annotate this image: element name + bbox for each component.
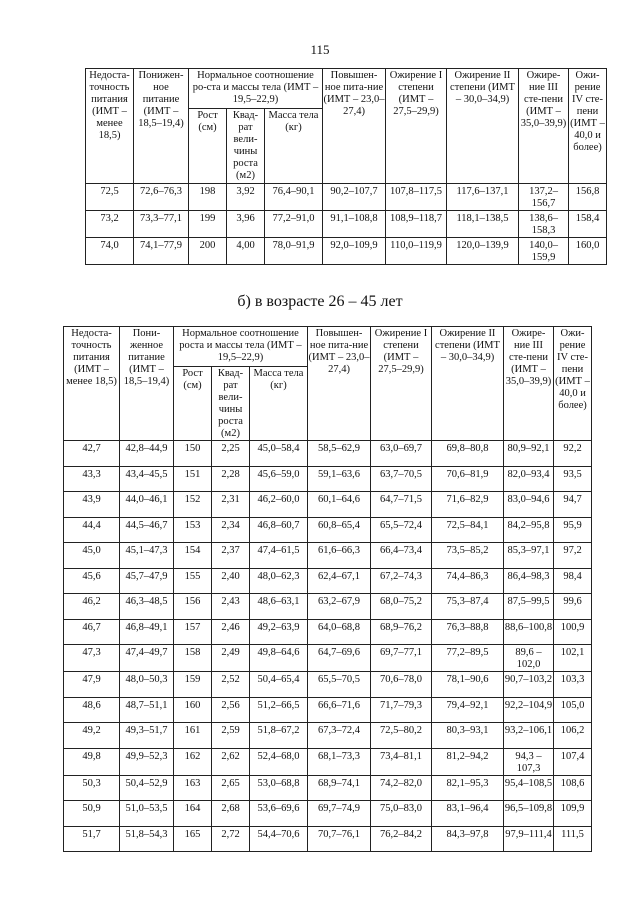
cell-height-squared: 2,37 <box>212 543 250 569</box>
cell-obesity-1: 76,2–84,2 <box>371 826 432 852</box>
cell-height: 156 <box>174 594 212 620</box>
page-number: 115 <box>310 42 330 57</box>
cell-mass-range: 45,6–59,0 <box>250 466 308 492</box>
cell-undernutrition: 43,9 <box>64 492 120 518</box>
cell-height-squared: 2,62 <box>212 748 250 775</box>
cell-reduced: 45,1–47,3 <box>120 543 174 569</box>
cell-increased: 68,1–73,3 <box>308 748 371 775</box>
cell-obesity-2: 71,6–82,9 <box>432 492 504 518</box>
cell-height-squared: 2,65 <box>212 775 250 801</box>
cell-mass-range: 48,6–63,1 <box>250 594 308 620</box>
cell-height-squared: 4,00 <box>227 238 265 265</box>
cell-height-squared: 2,40 <box>212 568 250 594</box>
cell-undernutrition: 49,2 <box>64 723 120 749</box>
cell-obesity-3: 93,2–106,1 <box>504 723 554 749</box>
cell-increased: 60,1–64,6 <box>308 492 371 518</box>
cell-obesity-4: 99,6 <box>554 594 592 620</box>
cell-obesity-4: 105,0 <box>554 697 592 723</box>
cell-obesity-3: 82,0–93,4 <box>504 466 554 492</box>
cell-reduced: 50,4–52,9 <box>120 775 174 801</box>
header-increased-nutrition: Повышен-ное пита-ние (ИМТ – 23,0–27,4) <box>308 327 371 441</box>
cell-obesity-4: 92,2 <box>554 441 592 467</box>
cell-obesity-1: 75,0–83,0 <box>371 801 432 827</box>
cell-obesity-2: 82,1–95,3 <box>432 775 504 801</box>
cell-obesity-4: 100,9 <box>554 619 592 645</box>
cell-obesity-4: 111,5 <box>554 826 592 852</box>
table-row <box>64 672 592 698</box>
cell-obesity-2: 73,5–85,2 <box>432 543 504 569</box>
cell-mass-range: 76,4–90,1 <box>265 184 323 211</box>
header-obesity-3: Ожире-ние III сте-пени (ИМТ – 35,0–39,9) <box>504 327 554 441</box>
table-row <box>86 184 607 211</box>
cell-obesity-1: 67,2–74,3 <box>371 568 432 594</box>
cell-increased: 59,1–63,6 <box>308 466 371 492</box>
table-row <box>64 697 592 723</box>
header-obesity-3: Ожире-ние III сте-пени (ИМТ – 35,0–39,9) <box>519 69 569 184</box>
header-normal-ratio: Нормальное соотношение роста и массы тела (ИМТ – 19,5–22,9) <box>174 327 308 367</box>
cell-height-squared: 2,43 <box>212 594 250 620</box>
cell-obesity-1: 70,6–78,0 <box>371 672 432 698</box>
cell-height: 162 <box>174 748 212 775</box>
cell-obesity-1: 72,5–80,2 <box>371 723 432 749</box>
cell-height: 164 <box>174 801 212 827</box>
cell-obesity-2: 79,4–92,1 <box>432 697 504 723</box>
cell-obesity-4: 98,4 <box>554 568 592 594</box>
cell-reduced: 73,3–77,1 <box>134 211 189 238</box>
cell-mass-range: 53,0–68,8 <box>250 775 308 801</box>
cell-obesity-2: 70,6–81,9 <box>432 466 504 492</box>
cell-mass-range: 54,4–70,6 <box>250 826 308 852</box>
cell-increased: 92,0–109,9 <box>323 238 386 265</box>
header-obesity-4: Ожи-рение IV сте-пени (ИМТ – 40,0 и более) <box>569 69 607 184</box>
cell-undernutrition: 42,7 <box>64 441 120 467</box>
cell-increased: 64,7–69,6 <box>308 645 371 672</box>
cell-height: 159 <box>174 672 212 698</box>
cell-mass-range: 48,0–62,3 <box>250 568 308 594</box>
cell-increased: 65,5–70,5 <box>308 672 371 698</box>
cell-reduced: 48,0–50,3 <box>120 672 174 698</box>
cell-increased: 62,4–67,1 <box>308 568 371 594</box>
cell-reduced: 51,8–54,3 <box>120 826 174 852</box>
header-height: Рост (см) <box>189 109 227 184</box>
table-row <box>86 238 607 265</box>
cell-increased: 70,7–76,1 <box>308 826 371 852</box>
cell-mass-range: 49,2–63,9 <box>250 619 308 645</box>
cell-obesity-3: 138,6–158,3 <box>519 211 569 238</box>
cell-obesity-1: 69,7–77,1 <box>371 645 432 672</box>
cell-undernutrition: 43,3 <box>64 466 120 492</box>
table-row <box>64 441 592 467</box>
header-obesity-2: Ожирение II степени (ИМТ – 30,0–34,9) <box>432 327 504 441</box>
cell-obesity-2: 83,1–96,4 <box>432 801 504 827</box>
cell-increased: 60,8–65,4 <box>308 517 371 543</box>
cell-reduced: 42,8–44,9 <box>120 441 174 467</box>
cell-obesity-4: 106,2 <box>554 723 592 749</box>
cell-obesity-3: 89,6 –102,0 <box>504 645 554 672</box>
cell-reduced: 51,0–53,5 <box>120 801 174 827</box>
cell-obesity-1: 73,4–81,1 <box>371 748 432 775</box>
cell-height-squared: 2,56 <box>212 697 250 723</box>
cell-obesity-2: 72,5–84,1 <box>432 517 504 543</box>
header-obesity-1: Ожирение I степени (ИМТ – 27,5–29,9) <box>386 69 447 184</box>
cell-increased: 64,0–68,8 <box>308 619 371 645</box>
cell-obesity-4: 108,6 <box>554 775 592 801</box>
cell-reduced: 72,6–76,3 <box>134 184 189 211</box>
cell-reduced: 49,9–52,3 <box>120 748 174 775</box>
cell-obesity-4: 158,4 <box>569 211 607 238</box>
cell-height: 151 <box>174 466 212 492</box>
cell-reduced: 44,0–46,1 <box>120 492 174 518</box>
cell-height: 150 <box>174 441 212 467</box>
cell-obesity-4: 93,5 <box>554 466 592 492</box>
cell-obesity-4: 94,7 <box>554 492 592 518</box>
cell-obesity-1: 74,2–82,0 <box>371 775 432 801</box>
cell-obesity-1: 71,7–79,3 <box>371 697 432 723</box>
cell-reduced: 46,8–49,1 <box>120 619 174 645</box>
cell-undernutrition: 46,2 <box>64 594 120 620</box>
cell-obesity-2: 74,4–86,3 <box>432 568 504 594</box>
cell-reduced: 48,7–51,1 <box>120 697 174 723</box>
cell-undernutrition: 47,3 <box>64 645 120 672</box>
cell-obesity-2: 76,3–88,8 <box>432 619 504 645</box>
table-row <box>64 748 592 775</box>
table-row <box>64 619 592 645</box>
cell-undernutrition: 73,2 <box>86 211 134 238</box>
table-row <box>64 517 592 543</box>
header-body-mass: Масса тела (кг) <box>250 367 308 441</box>
table-row <box>64 543 592 569</box>
header-height: Рост (см) <box>174 367 212 441</box>
cell-mass-range: 51,2–66,5 <box>250 697 308 723</box>
cell-increased: 69,7–74,9 <box>308 801 371 827</box>
section-subtitle: б) в возрасте 26 – 45 лет <box>237 293 403 310</box>
cell-height-squared: 2,59 <box>212 723 250 749</box>
cell-height: 200 <box>189 238 227 265</box>
cell-undernutrition: 51,7 <box>64 826 120 852</box>
cell-height-squared: 2,28 <box>212 466 250 492</box>
cell-height-squared: 2,25 <box>212 441 250 467</box>
cell-obesity-2: 120,0–139,9 <box>447 238 519 265</box>
cell-obesity-4: 95,9 <box>554 517 592 543</box>
cell-increased: 67,3–72,4 <box>308 723 371 749</box>
cell-undernutrition: 44,4 <box>64 517 120 543</box>
cell-reduced: 74,1–77,9 <box>134 238 189 265</box>
cell-mass-range: 47,4–61,5 <box>250 543 308 569</box>
cell-undernutrition: 47,9 <box>64 672 120 698</box>
cell-height-squared: 2,52 <box>212 672 250 698</box>
cell-height: 155 <box>174 568 212 594</box>
cell-obesity-4: 160,0 <box>569 238 607 265</box>
cell-height: 157 <box>174 619 212 645</box>
cell-obesity-3: 97,9–111,4 <box>504 826 554 852</box>
cell-mass-range: 49,8–64,6 <box>250 645 308 672</box>
cell-obesity-2: 75,3–87,4 <box>432 594 504 620</box>
cell-obesity-1: 65,5–72,4 <box>371 517 432 543</box>
cell-obesity-2: 118,1–138,5 <box>447 211 519 238</box>
cell-increased: 91,1–108,8 <box>323 211 386 238</box>
table-row <box>64 775 592 801</box>
table-row <box>64 492 592 518</box>
cell-obesity-1: 63,7–70,5 <box>371 466 432 492</box>
cell-obesity-3: 90,7–103,2 <box>504 672 554 698</box>
cell-obesity-4: 109,9 <box>554 801 592 827</box>
cell-undernutrition: 45,0 <box>64 543 120 569</box>
cell-increased: 61,6–66,3 <box>308 543 371 569</box>
cell-obesity-3: 92,2–104,9 <box>504 697 554 723</box>
cell-undernutrition: 48,6 <box>64 697 120 723</box>
table-row <box>86 211 607 238</box>
header-height-squared: Квад-рат вели-чины роста (м2) <box>227 109 265 184</box>
table-row <box>64 645 592 672</box>
cell-obesity-2: 69,8–80,8 <box>432 441 504 467</box>
cell-obesity-1: 64,7–71,5 <box>371 492 432 518</box>
cell-height-squared: 3,92 <box>227 184 265 211</box>
header-obesity-4: Ожи-рение IV сте-пени (ИМТ – 40,0 и более) <box>554 327 592 441</box>
cell-reduced: 47,4–49,7 <box>120 645 174 672</box>
cell-reduced: 43,4–45,5 <box>120 466 174 492</box>
cell-obesity-3: 95,4–108,5 <box>504 775 554 801</box>
cell-increased: 63,2–67,9 <box>308 594 371 620</box>
cell-height: 154 <box>174 543 212 569</box>
cell-obesity-3: 84,2–95,8 <box>504 517 554 543</box>
cell-reduced: 46,3–48,5 <box>120 594 174 620</box>
cell-obesity-3: 137,2–156,7 <box>519 184 569 211</box>
cell-reduced: 44,5–46,7 <box>120 517 174 543</box>
cell-obesity-4: 97,2 <box>554 543 592 569</box>
cell-height: 163 <box>174 775 212 801</box>
cell-height: 199 <box>189 211 227 238</box>
cell-height-squared: 2,72 <box>212 826 250 852</box>
cell-height-squared: 2,46 <box>212 619 250 645</box>
cell-height: 198 <box>189 184 227 211</box>
cell-obesity-2: 81,2–94,2 <box>432 748 504 775</box>
cell-undernutrition: 45,6 <box>64 568 120 594</box>
cell-obesity-2: 84,3–97,8 <box>432 826 504 852</box>
header-body-mass: Масса тела (кг) <box>265 109 323 184</box>
cell-increased: 68,9–74,1 <box>308 775 371 801</box>
cell-obesity-3: 96,5–109,8 <box>504 801 554 827</box>
cell-undernutrition: 50,3 <box>64 775 120 801</box>
cell-height-squared: 3,96 <box>227 211 265 238</box>
cell-undernutrition: 49,8 <box>64 748 120 775</box>
cell-increased: 58,5–62,9 <box>308 441 371 467</box>
table-row <box>64 568 592 594</box>
cell-mass-range: 46,8–60,7 <box>250 517 308 543</box>
cell-undernutrition: 72,5 <box>86 184 134 211</box>
table-row <box>64 466 592 492</box>
cell-mass-range: 45,0–58,4 <box>250 441 308 467</box>
cell-mass-range: 77,2–91,0 <box>265 211 323 238</box>
cell-undernutrition: 74,0 <box>86 238 134 265</box>
cell-mass-range: 78,0–91,9 <box>265 238 323 265</box>
cell-obesity-4: 103,3 <box>554 672 592 698</box>
cell-height: 152 <box>174 492 212 518</box>
cell-height: 161 <box>174 723 212 749</box>
table-row <box>64 826 592 852</box>
table-row <box>64 594 592 620</box>
cell-reduced: 45,7–47,9 <box>120 568 174 594</box>
cell-obesity-3: 80,9–92,1 <box>504 441 554 467</box>
cell-obesity-2: 77,2–89,5 <box>432 645 504 672</box>
cell-height: 165 <box>174 826 212 852</box>
cell-obesity-1: 68,0–75,2 <box>371 594 432 620</box>
cell-mass-range: 52,4–68,0 <box>250 748 308 775</box>
cell-obesity-2: 117,6–137,1 <box>447 184 519 211</box>
cell-obesity-3: 86,4–98,3 <box>504 568 554 594</box>
table-row <box>64 723 592 749</box>
cell-height-squared: 2,31 <box>212 492 250 518</box>
table-row <box>64 801 592 827</box>
cell-increased: 90,2–107,7 <box>323 184 386 211</box>
bmi-table-1 <box>85 68 607 265</box>
cell-obesity-3: 94,3 –107,3 <box>504 748 554 775</box>
cell-mass-range: 50,4–65,4 <box>250 672 308 698</box>
cell-obesity-2: 78,1–90,6 <box>432 672 504 698</box>
header-undernutrition: Недоста-точность питания (ИМТ – менее 18,5) <box>64 327 120 441</box>
header-undernutrition: Недоста-точность питания (ИМТ – менее 18,5) <box>86 69 134 184</box>
cell-obesity-1: 107,8–117,5 <box>386 184 447 211</box>
cell-obesity-2: 80,3–93,1 <box>432 723 504 749</box>
cell-obesity-1: 68,9–76,2 <box>371 619 432 645</box>
cell-increased: 66,6–71,6 <box>308 697 371 723</box>
cell-obesity-3: 88,6–100,8 <box>504 619 554 645</box>
header-increased-nutrition: Повышен-ное пита-ние (ИМТ – 23,0–27,4) <box>323 69 386 184</box>
cell-mass-range: 46,2–60,0 <box>250 492 308 518</box>
cell-height-squared: 2,34 <box>212 517 250 543</box>
cell-mass-range: 53,6–69,6 <box>250 801 308 827</box>
bmi-table-2 <box>63 326 592 852</box>
cell-height: 158 <box>174 645 212 672</box>
header-normal-ratio: Нормальное соотношение ро-ста и массы тела (ИМТ – 19,5–22,9) <box>189 69 323 109</box>
cell-obesity-3: 140,0–159,9 <box>519 238 569 265</box>
cell-obesity-4: 102,1 <box>554 645 592 672</box>
cell-obesity-3: 83,0–94,6 <box>504 492 554 518</box>
cell-height: 160 <box>174 697 212 723</box>
cell-height-squared: 2,49 <box>212 645 250 672</box>
cell-obesity-3: 85,3–97,1 <box>504 543 554 569</box>
cell-obesity-4: 107,4 <box>554 748 592 775</box>
cell-obesity-1: 108,9–118,7 <box>386 211 447 238</box>
cell-obesity-4: 156,8 <box>569 184 607 211</box>
cell-undernutrition: 50,9 <box>64 801 120 827</box>
header-obesity-2: Ожирение II степени (ИМТ – 30,0–34,9) <box>447 69 519 184</box>
header-reduced-nutrition: Понижен-ное питание (ИМТ – 18,5–19,4) <box>134 69 189 184</box>
header-reduced-nutrition: Пони-женное питание (ИМТ – 18,5–19,4) <box>120 327 174 441</box>
header-height-squared: Квад-рат вели-чины роста (м2) <box>212 367 250 441</box>
cell-obesity-1: 66,4–73,4 <box>371 543 432 569</box>
cell-obesity-1: 110,0–119,9 <box>386 238 447 265</box>
cell-height: 153 <box>174 517 212 543</box>
cell-reduced: 49,3–51,7 <box>120 723 174 749</box>
cell-obesity-1: 63,0–69,7 <box>371 441 432 467</box>
cell-mass-range: 51,8–67,2 <box>250 723 308 749</box>
cell-obesity-3: 87,5–99,5 <box>504 594 554 620</box>
cell-height-squared: 2,68 <box>212 801 250 827</box>
header-obesity-1: Ожирение I степени (ИМТ – 27,5–29,9) <box>371 327 432 441</box>
cell-undernutrition: 46,7 <box>64 619 120 645</box>
